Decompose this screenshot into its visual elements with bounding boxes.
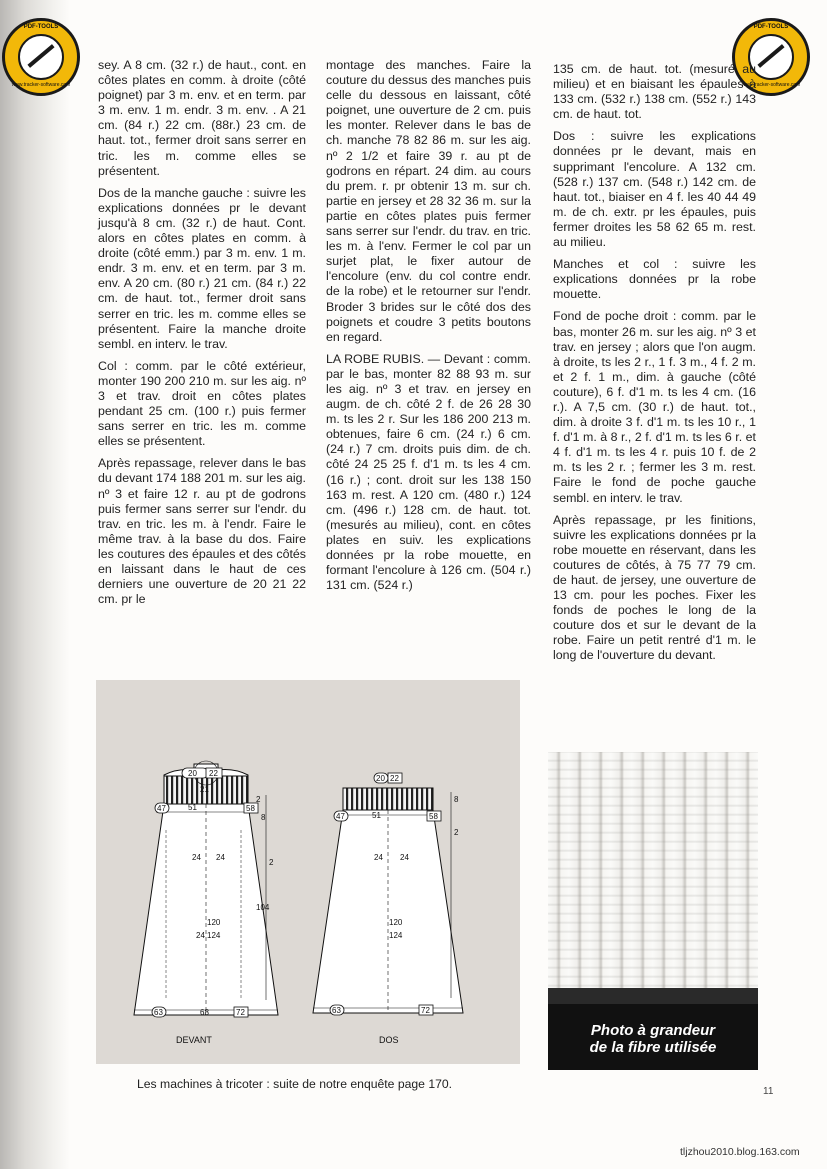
front-top-num-2: 22 [209, 769, 218, 778]
front-top-num-1: 20 [188, 769, 197, 778]
front-num: 51 [188, 803, 197, 812]
front-num: 2 [256, 795, 261, 804]
back-num: 63 [332, 1006, 341, 1015]
paragraph: Manches et col : suivre les explications données pr la robe mouette. [553, 257, 756, 302]
back-num: 47 [336, 812, 345, 821]
front-label: DEVANT [176, 1035, 212, 1045]
front-num: 21 [200, 785, 209, 794]
back-schematic [313, 773, 463, 1045]
badge-top-text: PDF-TOOLS [23, 24, 59, 30]
paragraph: Dos de la manche gauche : suivre les explications données pr le devant jusqu'à 8 cm. (32 r.) de haut. Cont. alors en côtes plates en comm. à droite (côté emm.) par 3 m. env. 1 m. endr. 3 m. env. et en term. par 3 m. env. A 20 cm. (80 r.) 21 cm. (84 r.) 22 cm. de haut. tot., fermer droit sans serrer en tric. les m. comme elles se présentent. Faire la manche droite sembl. en interv. le trav. [98, 185, 306, 351]
back-label: DOS [379, 1035, 399, 1045]
yarn-photo [548, 752, 758, 1070]
back-top-num-2: 22 [390, 774, 399, 783]
paragraph: Dos : suivre les explications données pr le devant, mais en supprimant l'encolure. A 132 cm. (528 r.) 137 cm. (548 r.) 142 cm. de haut. tot., biaiser en 4 f. les 40 44 49 m. de ch. extr. pr les épaules, puis fermer droites les 58 62 65 m. rest. au milieu. [553, 129, 756, 250]
photo-caption [548, 1022, 758, 1056]
front-num: 63 [154, 1008, 163, 1017]
back-top-num-1: 20 [376, 774, 385, 783]
badge-top-text: PDF-TOOLS [753, 24, 789, 30]
photo-caption-line-1: Photo à grandeur [590, 1022, 716, 1039]
paragraph: sey. A 8 cm. (32 r.) de haut., cont. en côtes plates en comm. à droite (côté poignet) par 3 m. env. et en term. par 3 m. env. 1 m. endr. 3 m. env. . A 21 cm. (84 r.) 22 cm. (88r.) 23 cm. de haut. tot., fermer droit sans serrer en tric. les m. comme elles se présentent. [98, 58, 306, 178]
back-num: 72 [421, 1006, 430, 1015]
paragraph: Col : comm. par le côté extérieur, monter 190 200 210 m. sur les aig. nº 3 et trav. droit en côtes plates pendant 25 cm. (100 r.) puis fermer sans serrer en tric. les m. comme elles se présentent. [98, 358, 306, 449]
front-num: 58 [246, 804, 255, 813]
photo-stripe [548, 988, 758, 1004]
front-schematic [134, 761, 278, 1045]
front-num: 24 [196, 931, 205, 940]
text-column-2 [326, 58, 531, 600]
front-num: 8 [261, 813, 266, 822]
text-column-3 [553, 62, 756, 671]
footer-note: Les machines à tricoter : suite de notre enquête page 170. [137, 1077, 453, 1091]
pdf-tools-badge-left[interactable] [2, 18, 80, 96]
page-number: 11 [763, 1086, 774, 1097]
front-num: 24 [192, 853, 201, 862]
front-num: 47 [157, 804, 166, 813]
front-num: 68 [200, 1008, 209, 1017]
front-num: 124 [207, 931, 221, 940]
back-num: 8 [454, 795, 459, 804]
back-num: 51 [372, 811, 381, 820]
paragraph: 135 cm. de haut. tot. (mesuré au milieu) et en biaisant les épaules à 133 cm. (532 r.) 138 cm. (552 r.) 143 cm. de haut. tot. [553, 62, 756, 122]
paragraph: LA ROBE RUBIS. — Devant : comm. par le bas, monter 82 88 93 m. sur les aig. nº 3 et trav. en jersey en augm. de ch. côté 2 f. de 26 28 30 m. ts les 2 r. Sur les 186 200 213 m. obtenues, faire 6 cm. (24 r.) 6 cm. (24 r.) 7 cm. droits puis dim. de ch. côté 24 25 25 f. d'1 m. ts les 4 cm. (16 r.) ; cont. droit sur les 138 150 163 m. rest. A 120 cm. (480 r.) 124 cm. (496 r.) 128 cm. de haut. tot. (mesurés au milieu), cont. en côtes plates en suiv. les explications données pr la robe mouette, en formant l'encolure à 126 cm. (504 r.) 131 cm. (524 r.) [326, 351, 531, 593]
front-num: 2 [269, 858, 274, 867]
photo-caption-line-2: de la fibre utilisée [589, 1039, 717, 1056]
badge-bottom-text: www.tracker-software.com [11, 82, 71, 88]
paragraph: montage des manches. Faire la couture du dessus des manches puis celle du dessous en laissant, côté poignet, une ouverture de 2 cm. puis les monter. Relever dans le bas de ch. manche 78 82 86 m. sur les aig. nº 2 1/2 et faire 39 r. au pt de godrons en répart. 24 dim. au cours du prem. r. pr obtenir 13 m. sur ch. partie en jersey et 28 32 36 m. sur la partie en côtes plates puis fermer sans serrer sur l'endr. du trav. en tric. les m. à l'env. Fermer le col par un surjet plat, le fixer autour de l'encolure (env. du col contre endr. de la robe) et le retourner sur l'endr. Broder 3 brides sur le côté dos des poignets et coudre 3 petits boutons en regard. [326, 58, 531, 344]
paragraph: Fond de poche droit : comm. par le bas, monter 26 m. sur les aig. nº 3 et trav. en jersey ; alors que l'on augm. à droite, ts les 2 r., 1 f. 3 m., 4 f. 2 m. et 2 f. 1 m., dim. à gauche (côté couture), 6 f. d'1 m. ts les 4 cm. (16 r.). A 7,5 cm. (30 r.) de haut. tot., dim. à droite 3 f. d'1 m. ts les 10 r., 1 f. d'1 m. à 8 r., 2 f. d'1 m. ts les 6 r. et 4 f. d'1 m. ts les 4 r. puis 10 f. de 2 m. ts les 2 r. ; fermer les 3 m. rest. Faire le fond de poche gauche sembl. en interv. le trav. [553, 309, 756, 505]
text-column-1 [98, 58, 306, 614]
front-num: 120 [207, 918, 221, 927]
blog-watermark: tljzhou2010.blog.163.com [680, 1146, 800, 1158]
badge-bottom-text: www.tracker-software.com [741, 82, 801, 88]
page-fold-shadow [0, 0, 70, 1169]
back-num: 2 [454, 828, 459, 837]
back-num: 124 [389, 931, 403, 940]
back-rib-yoke [343, 788, 433, 810]
back-num: 24 [400, 853, 409, 862]
pattern-schematic-figure [96, 680, 520, 1064]
schematic-svg [96, 680, 520, 1064]
paragraph: Après repassage, pr les finitions, suivre les explications données pr la robe mouette en réservant, dans les coutures de côtés, à 75 77 79 cm. de haut. de jersey, une ouverture de 13 cm. pour les poches. Fixer les fonds de poches le long de la couture dos et sur le devant de la robe. Faire un petit rentré d'1 m. le long de l'ouverture du devant. [553, 512, 756, 663]
back-num: 58 [429, 812, 438, 821]
front-num: 104 [256, 903, 270, 912]
knit-texture-shade [548, 752, 758, 1002]
front-num: 24 [216, 853, 225, 862]
front-num: 72 [236, 1008, 245, 1017]
back-num: 120 [389, 918, 403, 927]
paragraph: Après repassage, relever dans le bas du devant 174 188 201 m. sur les aig. nº 3 et faire 12 r. au pt de godrons puis fermer sans serrer sur l'endr. du trav. en tric. les m. à l'endr. Faire le même trav. à la base du dos. Faire les coutures des épaules et des côtés en laissant dans le haut de ces derniers une ouverture de 20 21 22 cm. pr le [98, 456, 306, 607]
back-num: 24 [374, 853, 383, 862]
